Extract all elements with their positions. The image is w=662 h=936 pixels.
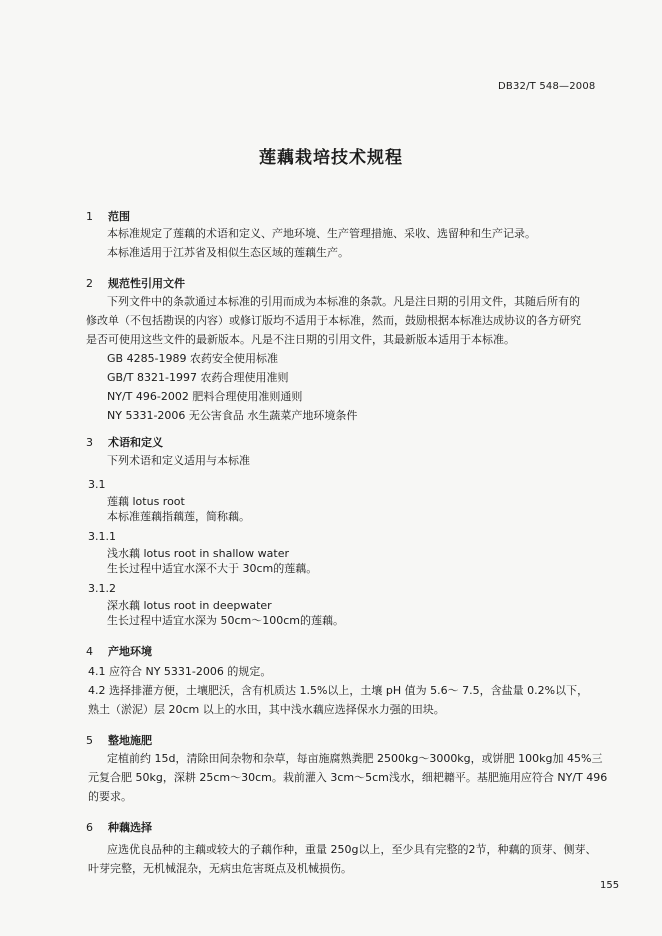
clause-item-continued: 熟土（淤泥）层 20cm 以上的水田，其中浅水藕应选择保水力强的田块。 xyxy=(88,703,445,716)
reference-item: GB/T 8321-1997 农药合理使用准则 xyxy=(107,371,289,384)
section-1-heading xyxy=(86,208,130,224)
clause-item: 4.1 应符合 NY 5331-2006 的规定。 xyxy=(88,665,272,678)
reference-item: GB 4285-1989 农药安全使用标准 xyxy=(107,352,279,365)
paragraph-line: 修改单（不包括勘误的内容）或修订版均不适用于本标准，然而，鼓励根据本标准达成协议的各方研究 xyxy=(86,314,581,327)
section-number: 3 xyxy=(86,436,93,449)
section-number: 4 xyxy=(86,645,93,658)
clause-item: 4.2 选择排灌方便，土壤肥沃，含有机质达 1.5%以上，土壤 pH 值为 5.6～ 7.5，含盐量 0.2%以下， xyxy=(88,684,589,697)
section-title: 范围 xyxy=(108,210,130,223)
subsection-number: 3.1 xyxy=(88,478,106,491)
term-label: 深水藕 lotus root in deepwater xyxy=(107,599,272,612)
paragraph: 本标准适用于江苏省及相似生态区域的莲藕生产。 xyxy=(107,246,349,259)
section-number: 6 xyxy=(86,821,93,834)
paragraph: 本标准规定了莲藕的术语和定义、产地环境、生产管理措施、采收、选留种和生产记录。 xyxy=(107,227,536,240)
page-number: 155 xyxy=(600,880,620,891)
section-5-heading xyxy=(86,732,152,748)
paragraph-line: 是否可使用这些文件的最新版本。凡是不注日期的引用文件，其最新版本适用于本标准。 xyxy=(86,333,515,346)
section-title: 整地施肥 xyxy=(108,734,152,747)
term-definition: 生长过程中适宜水深为 50cm～100cm的莲藕。 xyxy=(107,614,345,627)
section-number: 2 xyxy=(86,277,93,290)
subsection-number: 3.1.2 xyxy=(88,582,116,595)
paragraph-line: 定植前约 15d，清除田间杂物和杂草，每亩施腐熟粪肥 2500kg～3000kg，或饼肥 100kg加 45%三 xyxy=(107,752,603,765)
reference-item: NY 5331-2006 无公害食品 水生蔬菜产地环境条件 xyxy=(107,409,358,422)
term-definition: 本标准莲藕指藕莲，简称藕。 xyxy=(107,510,250,523)
term-label: 浅水藕 lotus root in shallow water xyxy=(107,547,289,560)
paragraph-line: 的要求。 xyxy=(88,790,132,803)
paragraph-line: 叶芽完整，无机械混杂，无病虫危害斑点及机械损伤。 xyxy=(88,862,352,875)
paragraph-line: 元复合肥 50kg，深耕 25cm～30cm。栽前灌入 3cm～5cm浅水，细耙耱平。基肥施用应符合 NY/T 496 xyxy=(88,771,608,784)
section-number: 1 xyxy=(86,210,93,223)
reference-item: NY/T 496-2002 肥料合理使用准则通则 xyxy=(107,390,303,403)
section-title: 产地环境 xyxy=(108,645,152,658)
section-number: 5 xyxy=(86,734,93,747)
section-4-heading xyxy=(86,643,152,659)
section-3-heading xyxy=(86,434,163,450)
section-6-heading xyxy=(86,819,152,835)
document-title: 莲藕栽培技术规程 xyxy=(259,148,403,168)
section-title: 种藕选择 xyxy=(108,821,152,834)
section-title: 术语和定义 xyxy=(108,436,163,449)
subsection-number: 3.1.1 xyxy=(88,530,116,543)
term-label: 莲藕 lotus root xyxy=(107,495,185,508)
section-2-heading xyxy=(86,275,185,291)
paragraph-line: 下列文件中的条款通过本标准的引用而成为本标准的条款。凡是注日期的引用文件，其随后所有的 xyxy=(107,295,580,308)
term-definition: 生长过程中适宜水深不大于 30cm的莲藕。 xyxy=(107,562,318,575)
paragraph-line: 应选优良品种的主藕或较大的子藕作种，重量 250g以上，至少具有完整的2节，种藕的顶芽、侧芽、 xyxy=(107,843,597,856)
paragraph: 下列术语和定义适用与本标准 xyxy=(107,454,250,467)
section-title: 规范性引用文件 xyxy=(108,277,185,290)
standard-code: DB32/T 548—2008 xyxy=(498,81,596,92)
